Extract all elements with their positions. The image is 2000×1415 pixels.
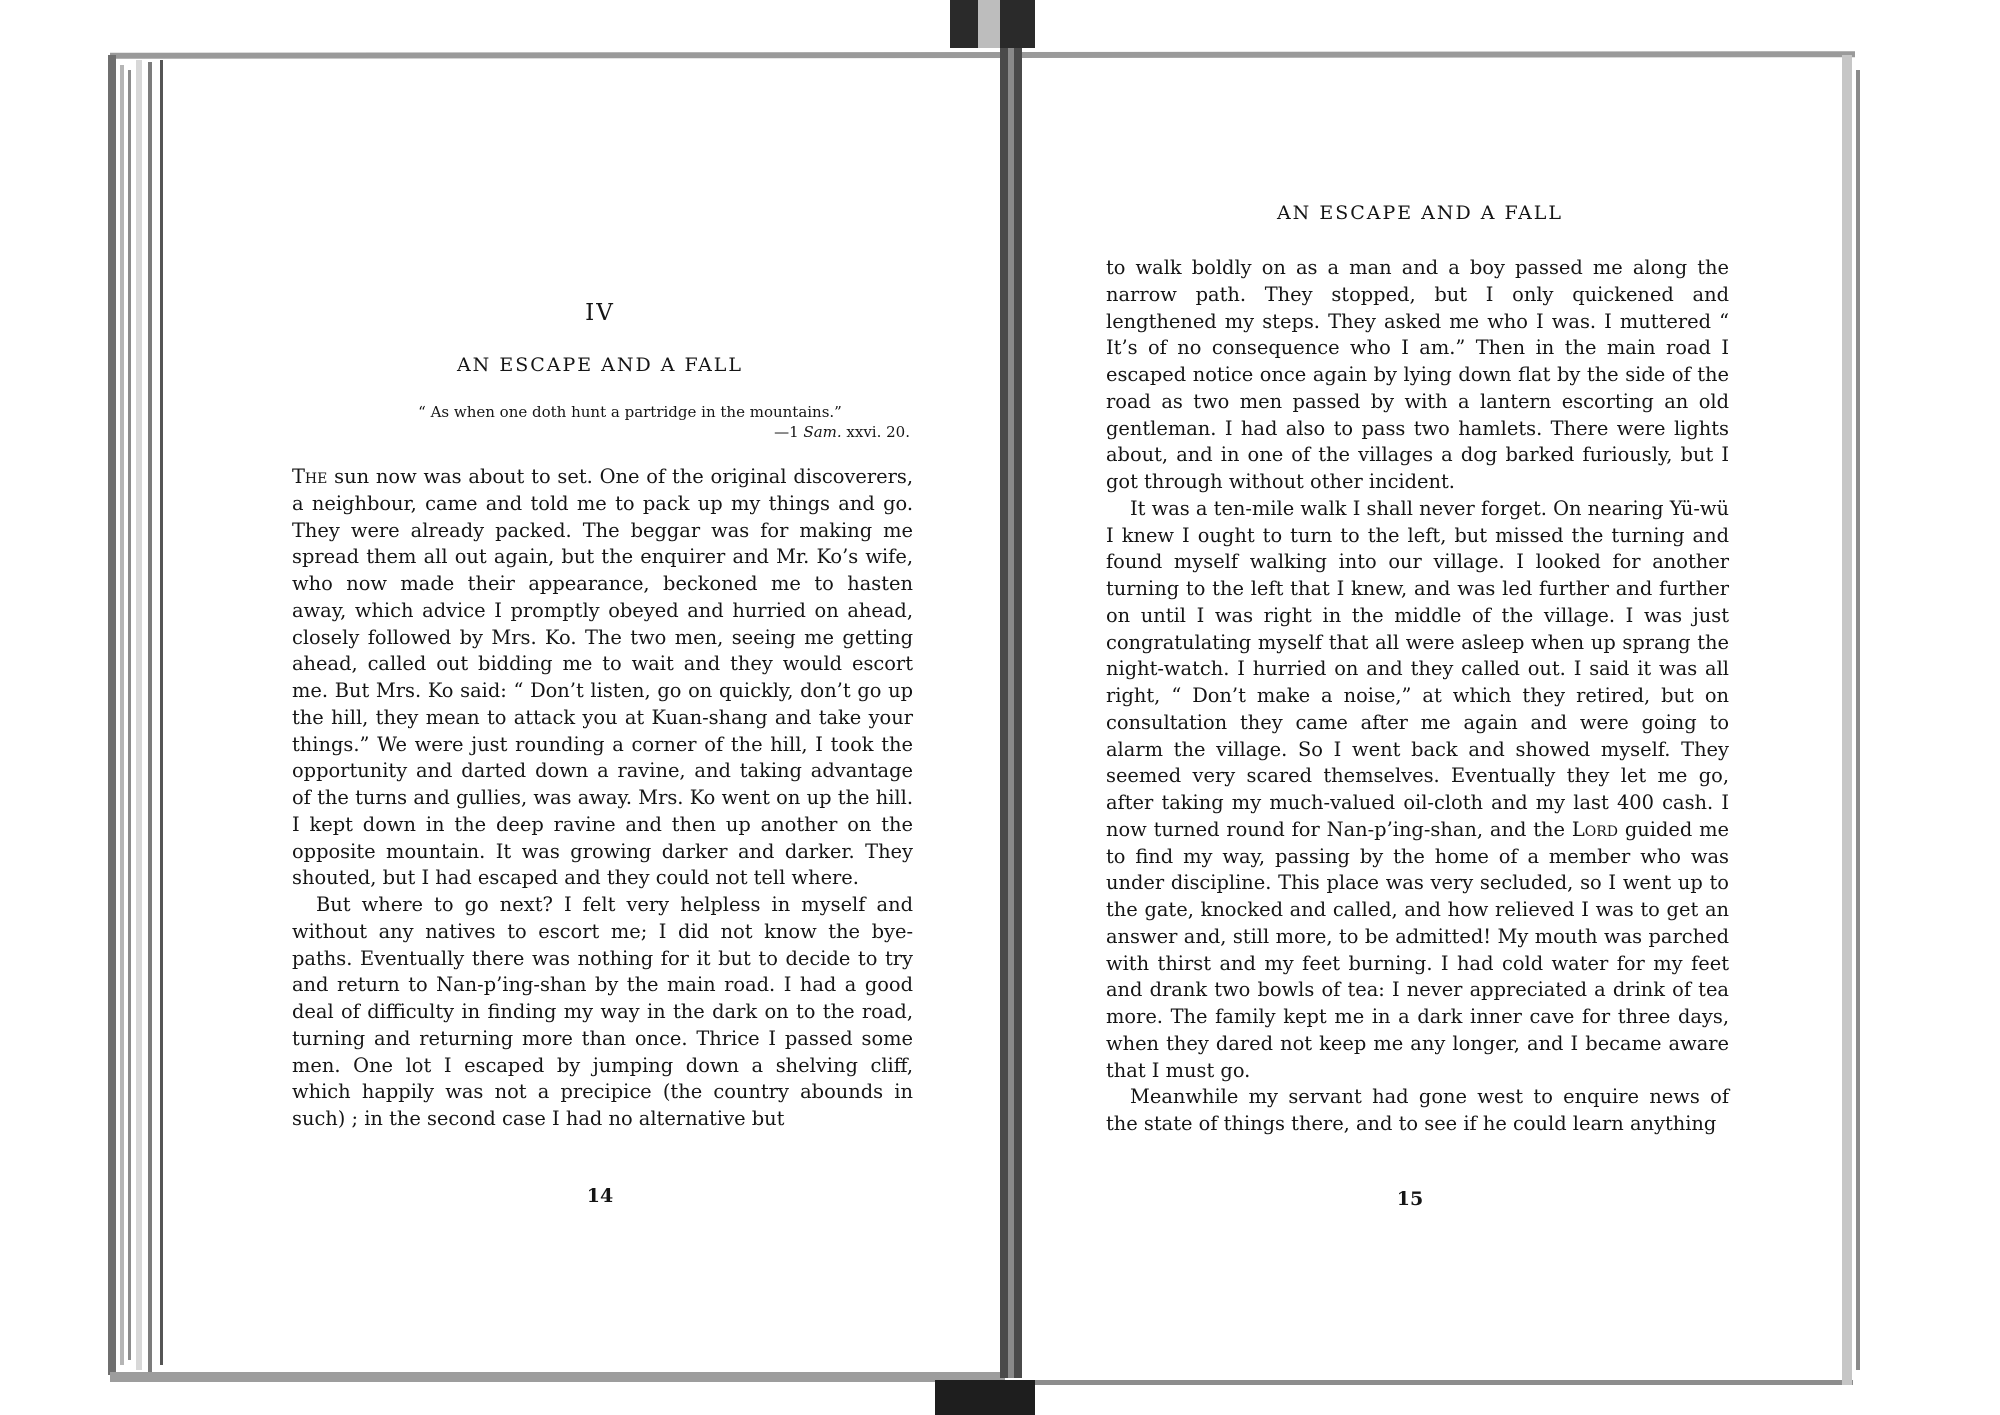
chapter-title: AN ESCAPE AND A FALL: [456, 354, 744, 376]
epigraph-ref-prefix: —1: [774, 423, 804, 441]
chapter-number: IV: [585, 300, 615, 326]
body-paragraph: But where to go next? I felt very helpless in myself and without any natives to escort me; I did not know the bye-paths. Eventually there was nothing for it but to decide to try and return to Nan-p’ing-shan by the main road. I had a good deal of difficulty in finding my way in the dark on to the road, turning and returning more than once. Thrice I passed some men. One lot I escaped by jumping down a shelving cliff, which happily was not a precipice (the country abounds in such) ; in the second case I had no alternative but: [292, 893, 913, 1130]
epigraph-quote: “ As when one doth hunt a partridge in the mountains.”: [418, 403, 842, 421]
body-paragraph: to walk boldly on as a man and a boy passed me along the narrow path. They stopped, but I only quickened and lengthened my steps. They asked me who I was. I muttered “ It’s of no consequence who I am.” Then in the main road I escaped notice once again by lying down flat by the side of the road as two men passed by with a lantern escorting an old gentleman. I had also to pass two hamlets. There were lights about, and in one of the villages a dog barked furiously, but I got through without other incident.: [1106, 256, 1729, 493]
epigraph-reference: [774, 423, 910, 441]
page-edges-left: [120, 65, 124, 1365]
page-edges-right: [1842, 55, 1852, 1385]
page-number-left: 14: [586, 1185, 614, 1207]
page-edges-left: [108, 55, 116, 1375]
lead-word: The: [292, 465, 328, 488]
page-number-right: 15: [1396, 1188, 1424, 1210]
page-edges-left: [128, 70, 131, 1360]
right-page-body: [1106, 255, 1729, 1138]
book-bottom-edge: [1018, 1380, 1853, 1385]
spine-bottom: [935, 1380, 1035, 1415]
gutter-highlight: [1008, 48, 1014, 1378]
running-head: AN ESCAPE AND A FALL: [1276, 202, 1564, 224]
page-edges-left: [136, 60, 142, 1370]
lord-word: Lord: [1571, 817, 1618, 841]
epigraph-ref-book: Sam.: [803, 423, 842, 441]
book-top-edge: [110, 51, 1855, 59]
body-paragraph: [1106, 496, 1729, 1085]
paragraph-text: guided me to find my way, passing by the home of a member who was under discipline. This place was very secluded, so I went up to the gate, knocked and called, and how relieved I was to get an answer and, still more, to be admitted! My mouth was parched with thirst and my feet burning. I had cold water for my feet and drank two bowls of tea: I never appreciated a drink of tea more. The family kept me in a dark inner cave for three days, when they dared not keep me any longer, and I became aware that I must go.: [1106, 817, 1729, 1082]
page-edges-left: [148, 62, 152, 1372]
spine-highlight: [978, 0, 1000, 48]
page-edges-left: [160, 60, 163, 1365]
body-paragraph: Meanwhile my servant had gone west to enquire news of the state of things there, and to see if he could learn anything: [1106, 1085, 1729, 1135]
book-bottom-edge: [110, 1372, 1005, 1382]
paragraph-text: sun now was about to set. One of the original discoverers, a neighbour, came and told me to pack up my things and go. They were already packed. The beggar was for making me spread them all out again, but the enquirer and Mr. Ko’s wife, who now made their appearance, beckoned me to hasten away, which advice I promptly obeyed and hurried on ahead, closely followed by Mrs. Ko. The two men, seeing me getting ahead, called out bidding me to wait and they would escort me. But Mrs. Ko said: “ Don’t listen, go on quickly, don’t go up the hill, they mean to attack you at Kuan-shang and take your things.” We were just rounding a corner of the hill, I took the opportunity and darted down a ravine, and taking advantage of the turns and gullies, was away. Mrs. Ko went on up the hill. I kept down in the deep ravine and then up another on the opposite mountain. It was growing darker and darker. They shouted, but I had escaped and they could not tell where.: [292, 465, 913, 890]
paragraph-text: It was a ten-mile walk I shall never forget. On nearing Yü-wü I knew I ought to turn to the left, but missed the turning and found myself walking into our village. I looked for another turning to the left that I knew, and was led further and further on until I was right in the middle of the village. I was just congratulating myself that all were asleep when up sprang the night-watch. I hurried on and they called out. I said it was all right, “ Don’t make a noise,” at which they retired, but on consultation they came after me again and were going to alarm the village. So I went back and showed myself. They seemed very scared themselves. Eventually they let me go, after taking my much-valued oil-cloth and my last 400 cash. I now turned round for Nan-p’ing-shan, and the: [1106, 496, 1729, 841]
left-page-body: [292, 464, 913, 1133]
body-paragraph: [292, 464, 913, 892]
epigraph: [330, 402, 910, 442]
page-edges-right: [1856, 70, 1860, 1370]
epigraph-ref-rest: xxvi. 20.: [841, 423, 910, 441]
